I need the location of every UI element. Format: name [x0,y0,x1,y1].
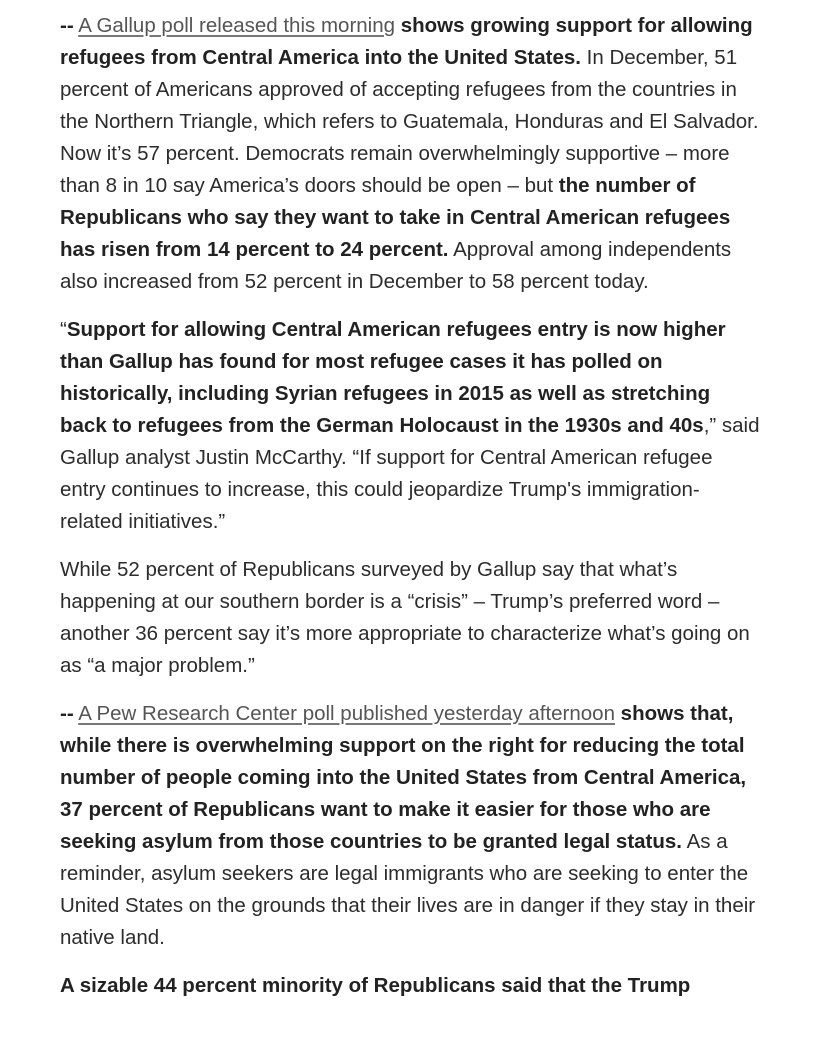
paragraph-gallup-quote [60,314,760,538]
quote-highlight: Support for allowing Central American refugees entry is now higher than Gallup has found for most refugee cases it has polled on historically, including Syrian refugees in 2015 as well as stretching back to refugees from the German Holocaust in the 1930s and 40s [60,318,726,437]
gallup-headline: shows growing support for allowing refugees from Central America into the United States. [60,14,753,69]
item-dash: -- [60,14,74,37]
border-crisis-text: While 52 percent of Republicans surveyed by Gallup say that what’s happening at our southern border is a “crisis” – Trump’s preferred word – another 36 percent say it’s more appropriate to characterize what’s going on as “a major problem.” [60,558,750,677]
minority-highlight: A sizable 44 percent minority of Republicans said that the Trump [60,974,691,997]
gallup-details: In December, 51 percent of Americans approved of accepting refugees from the countries in the Northern Triangle, which refers to Guatemala, Honduras and El Salvador. Now it’s 57 percent. Democrats remain overwhelmingly supportive – more than 8 in 10 say America’s doors should be open – but [60,46,759,197]
republican-support-highlight: the number of Republicans who say they want to take in Central American refugees has risen from 14 percent to 24 percent. [60,174,731,261]
gallup-poll-link[interactable]: A Gallup poll released this morning [78,14,396,37]
pew-headline: shows that, while there is overwhelming support on the right for reducing the total number of people coming into the United States from Central America, 37 percent of Republicans want to make it easier for those who are seeking asylum from those countries to be granted legal status. [60,702,747,853]
asylum-reminder: As a reminder, asylum seekers are legal immigrants who are seeking to enter the United States on the grounds that their lives are in danger if they stay in their native land. [60,830,756,949]
paragraph-border-crisis [60,554,760,682]
article-body [60,10,760,1018]
independents-note: Approval among independents also increased from 52 percent in December to 58 percent today. [60,238,732,293]
pew-poll-link[interactable]: A Pew Research Center poll published yesterday afternoon [78,702,615,725]
item-dash: -- [60,702,74,725]
paragraph-gallup-poll [60,10,760,298]
quote-attribution: ,” said Gallup analyst Justin McCarthy. “If support for Central American refugee entry continues to increase, this could jeopardize Trump's immigration-related initiatives.” [60,414,760,533]
paragraph-minority [60,970,760,1002]
paragraph-pew-poll [60,698,760,954]
open-quote: “ [60,318,67,341]
